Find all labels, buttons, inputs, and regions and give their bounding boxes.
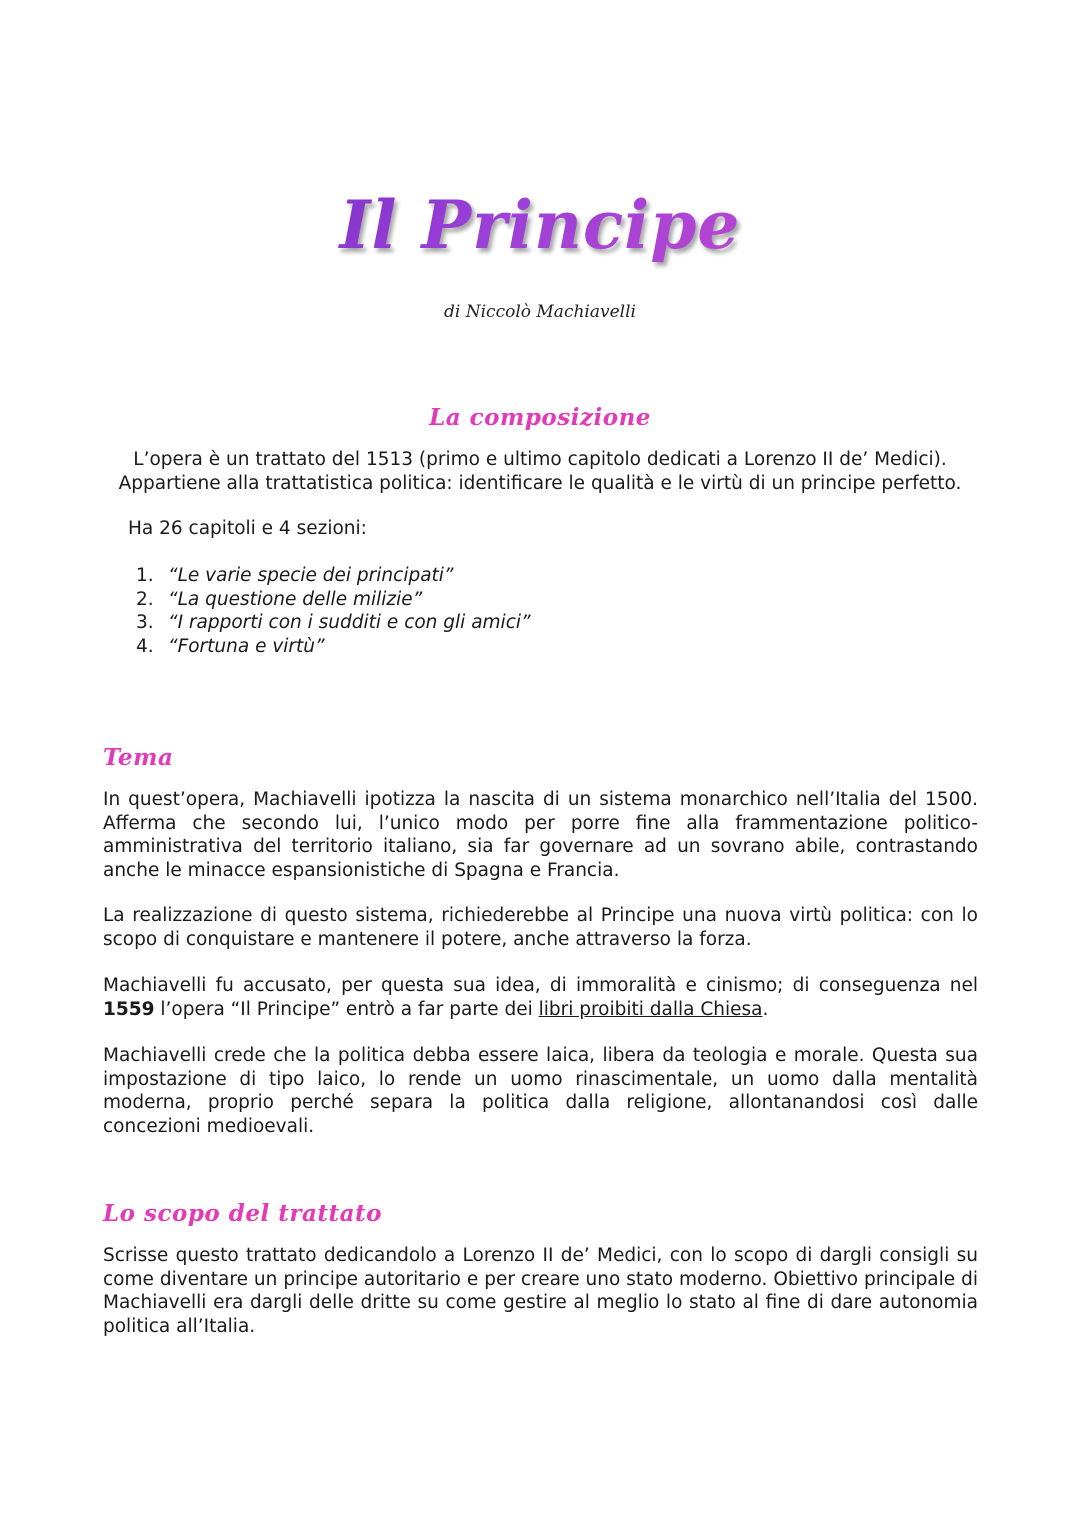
list-item-number: 4. bbox=[136, 635, 154, 657]
list-item bbox=[128, 635, 531, 659]
tema-paragraph-4: Machiavelli crede che la politica debba essere laica, libera da teologia e morale. Questa sua impostazione di tipo laico, lo rende un uomo rinascimentale, un uomo dalla mentalità moderna, proprio perché separa la politica dalla religione, allontanandosi così dalle concezioni medioevali. bbox=[103, 1045, 978, 1137]
list-item bbox=[128, 611, 531, 635]
list-item-text: “La questione delle milizie” bbox=[168, 588, 423, 610]
libri-proibiti-underlined: libri proibiti dalla Chiesa bbox=[538, 998, 763, 1020]
heading-tema: Tema bbox=[103, 744, 174, 771]
tema-p3-text-a: Machiavelli fu accusato, per questa sua idea, di immoralità e cinismo; di conseguenza nel bbox=[103, 975, 978, 996]
sezioni-list bbox=[128, 564, 531, 658]
list-item-text: “Le varie specie dei principati” bbox=[168, 565, 454, 586]
document-author: di Niccolò Machiavelli bbox=[444, 302, 636, 322]
tema-paragraph-1: In quest’opera, Machiavelli ipotizza la nascita di un sistema monarchico nell’Italia del 1500. Afferma che secondo lui, l’unico modo per porre fine alla frammentazione politico-amministrativa del territorio italiano, sia far governare ad un sovrano abile, contrastando anche le minacce espansionistiche di Spagna e Francia. bbox=[103, 789, 978, 881]
scopo-paragraph: Scrisse questo trattato dedicandolo a Lorenzo II de’ Medici, con lo scopo di dargli consigli su come diventare un principe autoritario e per creare uno stato moderno. Obiettivo principale di Machiavelli era dargli delle dritte su come gestire al meglio lo stato al fine di dare autonomia politica all’Italia. bbox=[103, 1245, 978, 1337]
intro-line-1: L’opera è un trattato del 1513 (primo e ultimo capitolo dedicati a Lorenzo II de’ Medici). bbox=[133, 449, 947, 470]
capitoli-text: Ha 26 capitoli e 4 sezioni: bbox=[128, 518, 367, 539]
year-1559: 1559 bbox=[103, 998, 155, 1020]
document-title: Il Principe bbox=[0, 180, 1080, 270]
list-item-text: “Fortuna e virtù” bbox=[168, 635, 325, 657]
list-item-number: 2. bbox=[136, 588, 154, 610]
list-item bbox=[128, 588, 531, 612]
list-item bbox=[128, 564, 531, 588]
list-item-number: 3. bbox=[136, 612, 154, 633]
list-item-number: 1. bbox=[136, 565, 154, 586]
list-item-text: “I rapporti con i sudditi e con gli amici” bbox=[168, 612, 531, 633]
heading-scopo: Lo scopo del trattato bbox=[103, 1200, 382, 1227]
heading-composizione: La composizione bbox=[429, 404, 651, 431]
tema-paragraph-2: La realizzazione di questo sistema, richiederebbe al Principe una nuova virtù politica: con lo scopo di conquistare e mantenere il potere, anche attraverso la forza. bbox=[103, 905, 978, 950]
intro-line-2: Appartiene alla trattatistica politica: identificare le qualità e le virtù di un principe perfetto. bbox=[118, 472, 962, 494]
intro-paragraph bbox=[0, 448, 1080, 495]
tema-p3-text-b: l’opera “Il Principe” entrò a far parte dei bbox=[154, 998, 539, 1020]
tema-p3-text-c: . bbox=[762, 998, 769, 1020]
tema-paragraph-3 bbox=[103, 974, 978, 1021]
